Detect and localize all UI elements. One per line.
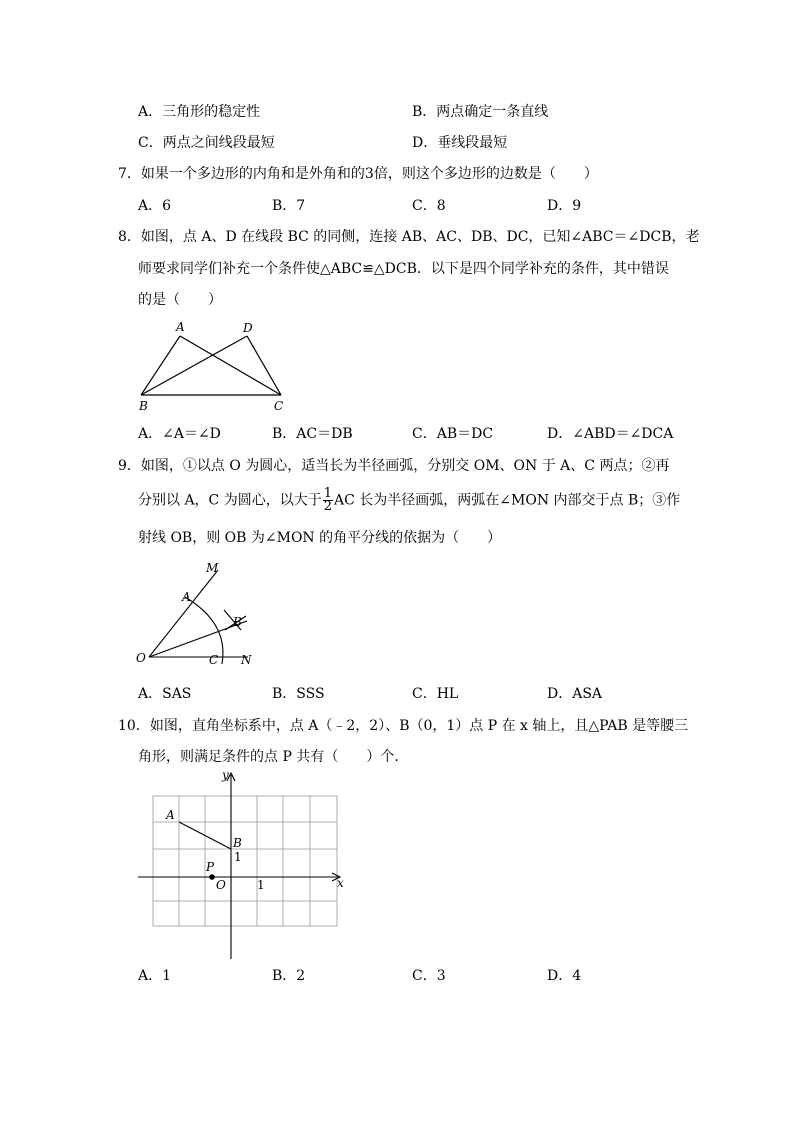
q9-option-b: B．SSS [272, 686, 325, 702]
q10-question-line2: 角形，则满足条件的点 P 共有（ ）个． [138, 749, 409, 765]
fraction-denominator: 2 [323, 499, 333, 514]
fraction-one-half [323, 488, 333, 513]
q8-option-c: C．AB＝DC [412, 426, 494, 442]
q7-question: 7．如果一个多边形的内角和是外角和的3倍，则这个多边形的边数是（ ） [118, 166, 598, 182]
segment-dc [247, 336, 281, 395]
fraction-numerator: 1 [323, 486, 333, 501]
point-label-m: M [206, 561, 219, 575]
q7-option-a: A．6 [138, 198, 172, 214]
q10-option-c: C．3 [412, 968, 446, 984]
point-label-p: P [206, 860, 215, 874]
tick-label-x-1: 1 [257, 878, 265, 892]
point-label-b: B [233, 615, 242, 629]
q6-option-b: B．两点确定一条直线 [412, 104, 549, 120]
point-label-b: B [139, 399, 148, 413]
q10-question-line1: 10．如图，直角坐标系中，点 A（﹣2，2）、B（0，1）点 P 在 x 轴上，且△PAB 是等腰三 [118, 718, 689, 734]
q8-option-d: D．∠ABD＝∠DCA [547, 426, 674, 442]
q7-option-d: D．9 [547, 198, 582, 214]
q8-option-a: A．∠A＝∠D [138, 426, 221, 442]
q9-option-d: D．ASA [547, 686, 603, 702]
q9-question-line2 [138, 488, 680, 513]
point-label-d: D [243, 321, 253, 335]
q8-question-line3: 的是（ ） [138, 292, 222, 308]
origin-label-o: O [216, 878, 226, 892]
q6-option-d: D．垂线段最短 [412, 135, 508, 151]
q10-option-d: D．4 [547, 968, 582, 984]
point-label-a: A [182, 590, 191, 604]
point-label-a: A [166, 808, 175, 822]
q9-line2-pre: 分别以 A，C 为圆心，以大于 [138, 492, 322, 509]
q9-option-c: C．HL [412, 686, 459, 702]
point-label-c: C [209, 653, 219, 667]
point-label-o: O [136, 651, 146, 665]
q6-option-c: C．两点之间线段最短 [138, 135, 275, 151]
point-p [209, 874, 215, 880]
point-label-b: B [233, 836, 242, 850]
point-label-c: C [274, 399, 284, 413]
q8-triangle-figure [130, 318, 300, 418]
q10-option-a: A．1 [138, 968, 172, 984]
q10-option-b: B．2 [272, 968, 306, 984]
q10-coordinate-grid-figure [130, 765, 350, 965]
q8-option-b: B．AC＝DB [272, 426, 353, 442]
q9-angle-bisector-figure [130, 558, 270, 673]
grid-lines [153, 796, 337, 926]
tick-label-y-1: 1 [234, 850, 242, 864]
point-label-n: N [241, 653, 252, 667]
q7-option-c: C．8 [412, 198, 446, 214]
q7-option-b: B．7 [272, 198, 306, 214]
q6-option-a: A．三角形的稳定性 [138, 104, 261, 120]
q8-question-line1: 8．如图，点 A、D 在线段 BC 的同侧，连接 AB、AC、DB、DC，已知∠ABC＝∠DCB，老 [118, 229, 700, 245]
segment-ab [141, 336, 180, 395]
q8-question-line2: 师要求同学们补充一个条件使△ABC≌△DCB．以下是四个同学补充的条件，其中错误 [138, 261, 669, 277]
q9-line2-post: AC 长为半径画弧，两弧在∠MON 内部交于点 B；③作 [334, 492, 681, 509]
point-label-a: A [176, 320, 185, 334]
axis-label-y: y [222, 768, 229, 782]
q9-option-a: A．SAS [138, 686, 192, 702]
axis-label-x: x [337, 876, 344, 890]
q9-question-line3: 射线 OB，则 OB 为∠MON 的角平分线的依据为（ ） [138, 530, 502, 546]
q9-question-line1: 9．如图，①以点 O 为圆心，适当长为半径画弧，分别交 OM、ON 于 A、C 两点；②再 [118, 458, 670, 474]
